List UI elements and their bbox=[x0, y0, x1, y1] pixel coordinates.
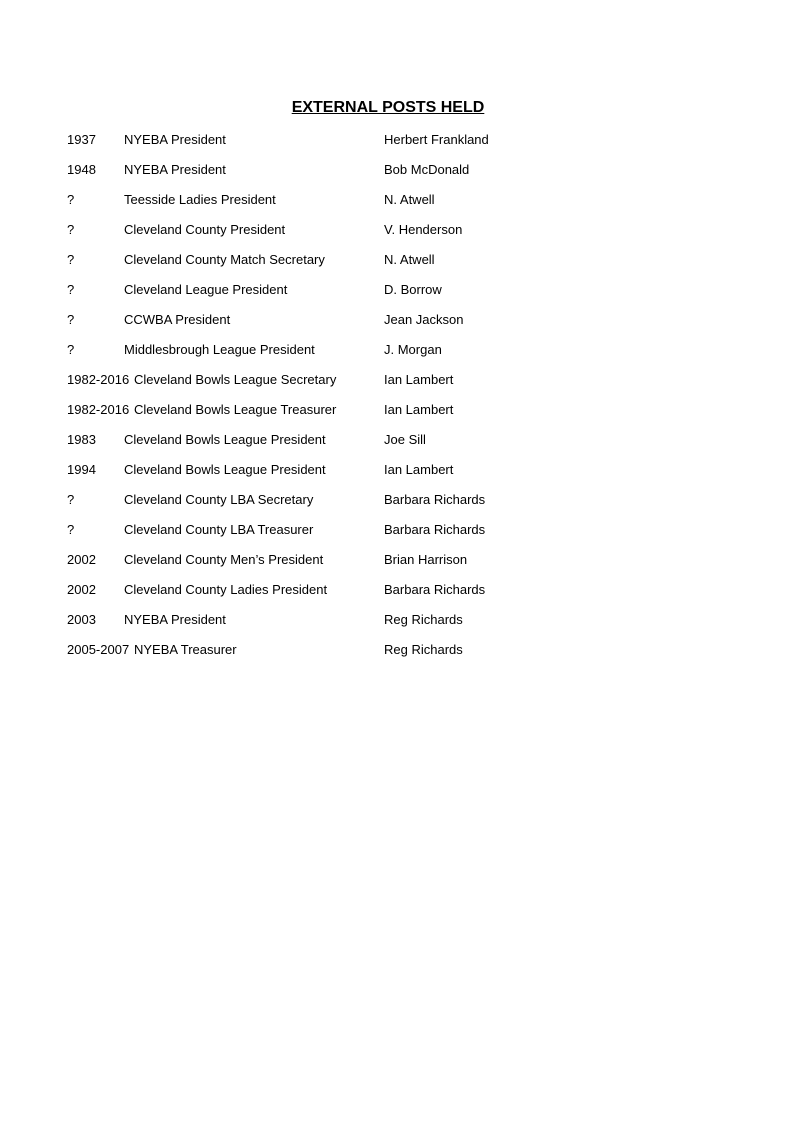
post-title: Cleveland County LBA Treasurer bbox=[124, 522, 314, 537]
post-holder: Barbara Richards bbox=[384, 522, 486, 537]
list-item bbox=[67, 250, 667, 280]
post-holder: Ian Lambert bbox=[384, 372, 454, 387]
list-item bbox=[67, 520, 667, 550]
list-item bbox=[67, 460, 667, 490]
post-holder: Joe Sill bbox=[384, 432, 426, 447]
list-item bbox=[67, 490, 667, 520]
post-holder: J. Morgan bbox=[384, 342, 442, 357]
post-year: ? bbox=[67, 492, 75, 507]
list-item bbox=[67, 430, 667, 460]
page-title: EXTERNAL POSTS HELD bbox=[291, 99, 485, 116]
post-holder: Herbert Frankland bbox=[384, 132, 489, 147]
post-holder: V. Henderson bbox=[384, 222, 463, 237]
list-item bbox=[67, 160, 667, 190]
post-year: ? bbox=[67, 222, 75, 237]
post-year: 1982-2016 bbox=[67, 402, 130, 417]
post-title: Cleveland County Men’s President bbox=[124, 552, 324, 567]
post-holder: Reg Richards bbox=[384, 642, 463, 657]
post-year: 1948 bbox=[67, 162, 96, 177]
list-item bbox=[67, 610, 667, 640]
list-item bbox=[67, 130, 667, 160]
post-title: NYEBA President bbox=[124, 132, 226, 147]
post-year: 2003 bbox=[67, 612, 96, 627]
post-title: NYEBA President bbox=[124, 162, 226, 177]
post-holder: Ian Lambert bbox=[384, 402, 454, 417]
post-title: Cleveland Bowls League President bbox=[124, 462, 326, 477]
post-title: Cleveland Bowls League Secretary bbox=[134, 372, 337, 387]
list-item bbox=[67, 190, 667, 220]
list-item bbox=[67, 580, 667, 610]
post-year: ? bbox=[67, 522, 75, 537]
post-holder: Reg Richards bbox=[384, 612, 463, 627]
post-year: ? bbox=[67, 282, 75, 297]
post-title: NYEBA Treasurer bbox=[134, 642, 237, 657]
post-year: ? bbox=[67, 192, 75, 207]
list-item bbox=[67, 550, 667, 580]
post-holder: Ian Lambert bbox=[384, 462, 454, 477]
post-year: 1937 bbox=[67, 132, 96, 147]
list-item bbox=[67, 340, 667, 370]
post-year: 1994 bbox=[67, 462, 96, 477]
list-item bbox=[67, 640, 667, 670]
post-title: Middlesbrough League President bbox=[124, 342, 315, 357]
post-holder: Barbara Richards bbox=[384, 492, 486, 507]
post-year: ? bbox=[67, 312, 75, 327]
post-holder: D. Borrow bbox=[384, 282, 442, 297]
post-year: 1983 bbox=[67, 432, 96, 447]
post-title: Cleveland County President bbox=[124, 222, 286, 237]
post-year: 2002 bbox=[67, 552, 96, 567]
post-title: Cleveland County LBA Secretary bbox=[124, 492, 314, 507]
post-holder: Barbara Richards bbox=[384, 582, 486, 597]
post-year: 2005-2007 bbox=[67, 642, 130, 657]
post-holder: N. Atwell bbox=[384, 252, 435, 267]
list-item bbox=[67, 400, 667, 430]
posts-list bbox=[67, 130, 667, 670]
post-holder: N. Atwell bbox=[384, 192, 435, 207]
post-title: Cleveland League President bbox=[124, 282, 288, 297]
post-title: Cleveland County Ladies President bbox=[124, 582, 328, 597]
post-year: 1982-2016 bbox=[67, 372, 130, 387]
post-title: CCWBA President bbox=[124, 312, 231, 327]
post-title: Cleveland Bowls League President bbox=[124, 432, 326, 447]
post-year: ? bbox=[67, 342, 75, 357]
post-title: NYEBA President bbox=[124, 612, 226, 627]
post-holder: Bob McDonald bbox=[384, 162, 470, 177]
post-title: Cleveland Bowls League Treasurer bbox=[134, 402, 337, 417]
post-year: ? bbox=[67, 252, 75, 267]
post-title: Teesside Ladies President bbox=[124, 192, 276, 207]
list-item bbox=[67, 310, 667, 340]
list-item bbox=[67, 280, 667, 310]
list-item bbox=[67, 370, 667, 400]
post-holder: Jean Jackson bbox=[384, 312, 464, 327]
post-holder: Brian Harrison bbox=[384, 552, 468, 567]
post-year: 2002 bbox=[67, 582, 96, 597]
list-item bbox=[67, 220, 667, 250]
post-title: Cleveland County Match Secretary bbox=[124, 252, 325, 267]
